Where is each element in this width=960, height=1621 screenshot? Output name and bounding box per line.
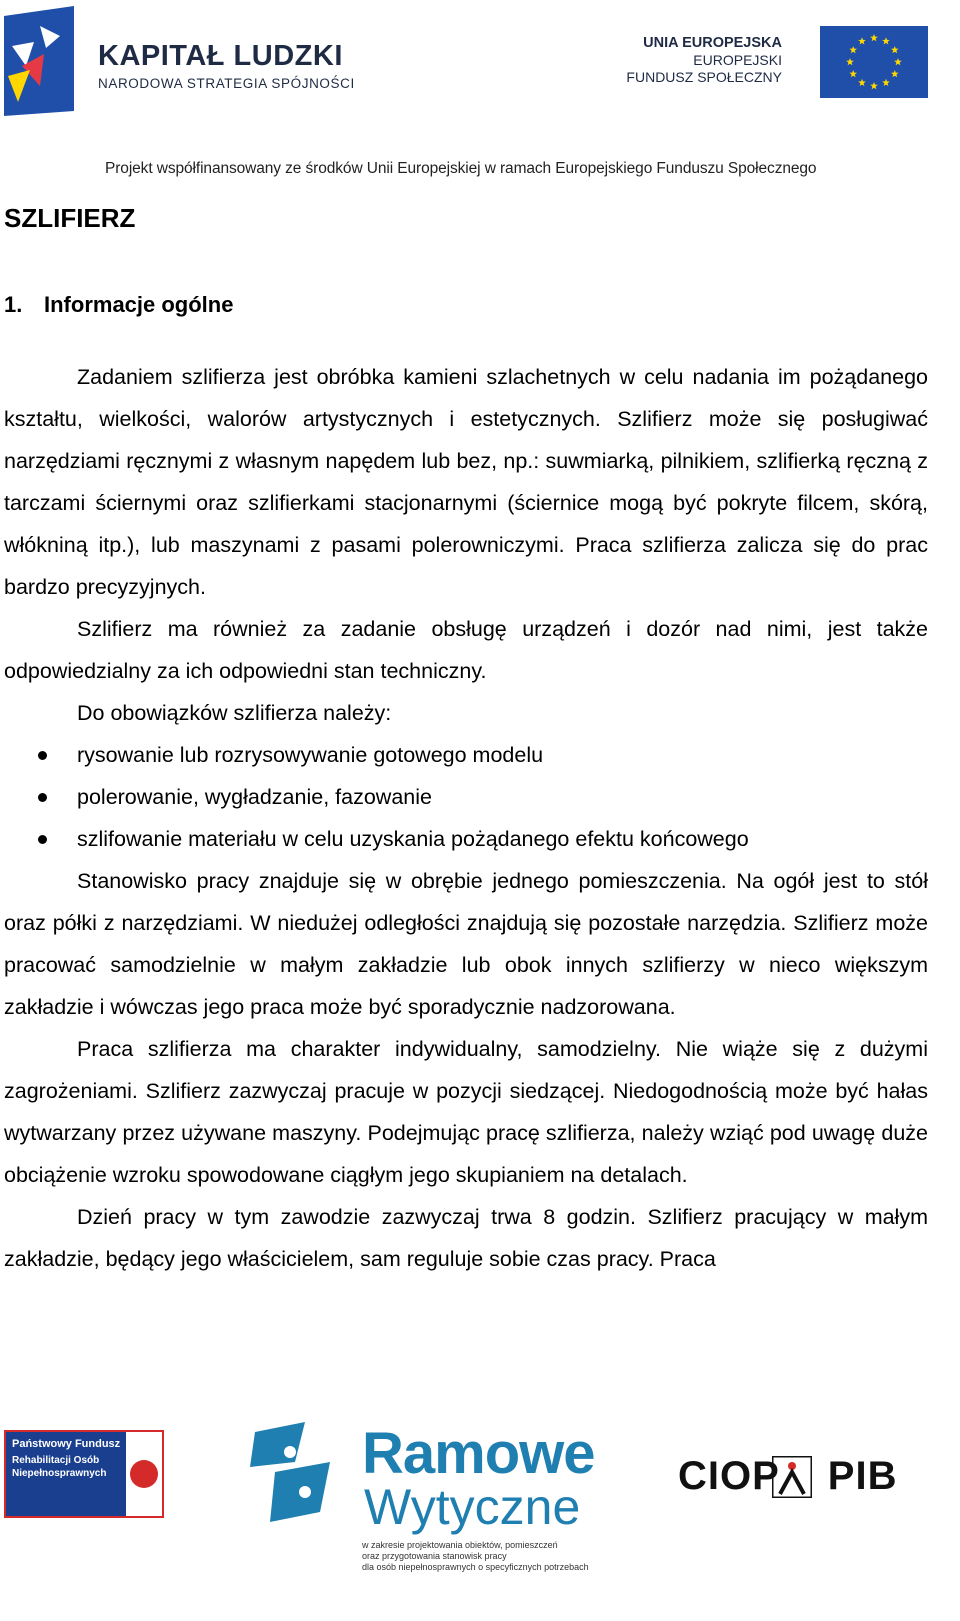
paragraph-4: Stanowisko pracy znajduje się w obrębie jednego pomieszczenia. Na ogół jest to stół oraz półki z narzędziami. W niedużej odległości znajdują się pozostałe narzędzia. Szlifierz może pracować samodzielnie w małym zakładzie lub obok innych szlifierzy w nieco większym zakładzie i wówczas jego praca może być sporadycznie nadzorowana. [4,869,928,1019]
kapital-ludzki-logo-icon [4,6,74,116]
page-footer [0,1420,960,1621]
pfron-line-2: Niepełnosprawnych [12,1468,107,1479]
wytyczne-title: Wytyczne [364,1479,581,1535]
paragraph-6: Dzień pracy w tym zawodzie zazwyczaj trwa 8 godzin. Szlifierz pracujący w małym zakładzie, będący jego właścicielem, sam reguluje sobie czas pracy. Praca [4,1205,928,1271]
pfron-logo [4,1430,164,1518]
ramowe-title: Ramowe [362,1421,595,1486]
kapital-ludzki-title: KAPITAŁ LUDZKI [98,40,343,72]
rw-caption-line-2: oraz przygotowania stanowisk pracy [362,1551,507,1561]
kapital-ludzki-subtitle: NARODOWA STRATEGIA SPÓJNOŚCI [98,76,355,91]
section-heading [4,292,233,318]
eu-line-3: FUNDUSZ SPOŁECZNY [626,69,782,85]
paragraph-2: Szlifierz ma również za zadanie obsługę urządzeń i dozór nad nimi, jest także odpowiedzialny za ich odpowiedni stan techniczny. [4,617,928,683]
eu-fund-label [626,35,782,86]
ciop-text: CIOP [678,1454,780,1498]
list-item-text: szlifowanie materiału w celu uzyskania pożądanego efektu końcowego [77,827,749,851]
paragraph-5: Praca szlifierza ma charakter indywidualny, samodzielny. Nie wiąże się z dużymi zagrożeniami. Szlifierz zazwyczaj pracuje w pozycji siedzącej. Niedogodnością może być hałas wytwarzany przez używane maszyny. Podejmując pracę szlifierza, należy wziąć pod uwagę duże obciążenie wzroku spowodowane ciągłym jego skupianiem na detalach. [4,1037,928,1187]
list-item [4,776,928,818]
eu-line-2: EUROPEJSKI [693,52,782,68]
page-header [0,0,960,190]
bullet-icon [38,793,47,802]
document-title: SZLIFIERZ [4,203,136,233]
list-item-text: polerowanie, wygładzanie, fazowanie [77,785,432,809]
ramowe-wytyczne-caption [362,1540,589,1573]
list-item-text: rysowanie lub rozrysowywanie gotowego modelu [77,743,544,767]
project-cofinancing-line: Projekt współfinansowany ze środków Unii Europejskiej w ramach Europejskiego Funduszu Społecznego [105,160,817,177]
eu-flag-icon [820,26,928,98]
pfron-line-1: Rehabilitacji Osób [12,1455,100,1466]
bullet-icon [38,751,47,760]
list-item [4,818,928,860]
list-item [4,734,928,776]
ciop-person-icon [772,1456,812,1498]
pfron-title: Państwowy Fundusz [12,1438,121,1450]
pfron-text [12,1454,106,1480]
paragraph-3: Do obowiązków szlifierza należy: [77,701,392,725]
document-body [4,356,928,1280]
eu-line-1: UNIA EUROPEJSKA [643,35,782,51]
section-title: Informacje ogólne [44,292,234,317]
rw-caption-line-3: dla osób niepełnosprawnych o specyficznych potrzebach [362,1562,589,1572]
paragraph-1: Zadaniem szlifierza jest obróbka kamieni szlachetnych w celu nadania im pożądanego kształtu, wielkości, walorów artystycznych i estetycznych. Szlifierz może się posługiwać narzędziami ręcznymi z własnym napędem lub bez, np.: suwmiarką, pilnikiem, szlifierką ręczną z tarczami ściernymi oraz szlifierkami stacjonarnymi (ściernice mogą być pokryte filcem, skórą, włókniną itp.), lub maszynami z pasami polerowniczymi. Praca szlifierza zalicza się do prac bardzo precyzyjnych. [4,365,928,599]
duties-list [4,734,928,860]
section-number: 1. [4,292,23,317]
pib-text: PIB [827,1454,898,1498]
ramowe-wytyczne-logo-icon [250,1422,340,1532]
bullet-icon [38,835,47,844]
rw-caption-line-1: w zakresie projektowania obiektów, pomieszczeń [362,1540,558,1550]
